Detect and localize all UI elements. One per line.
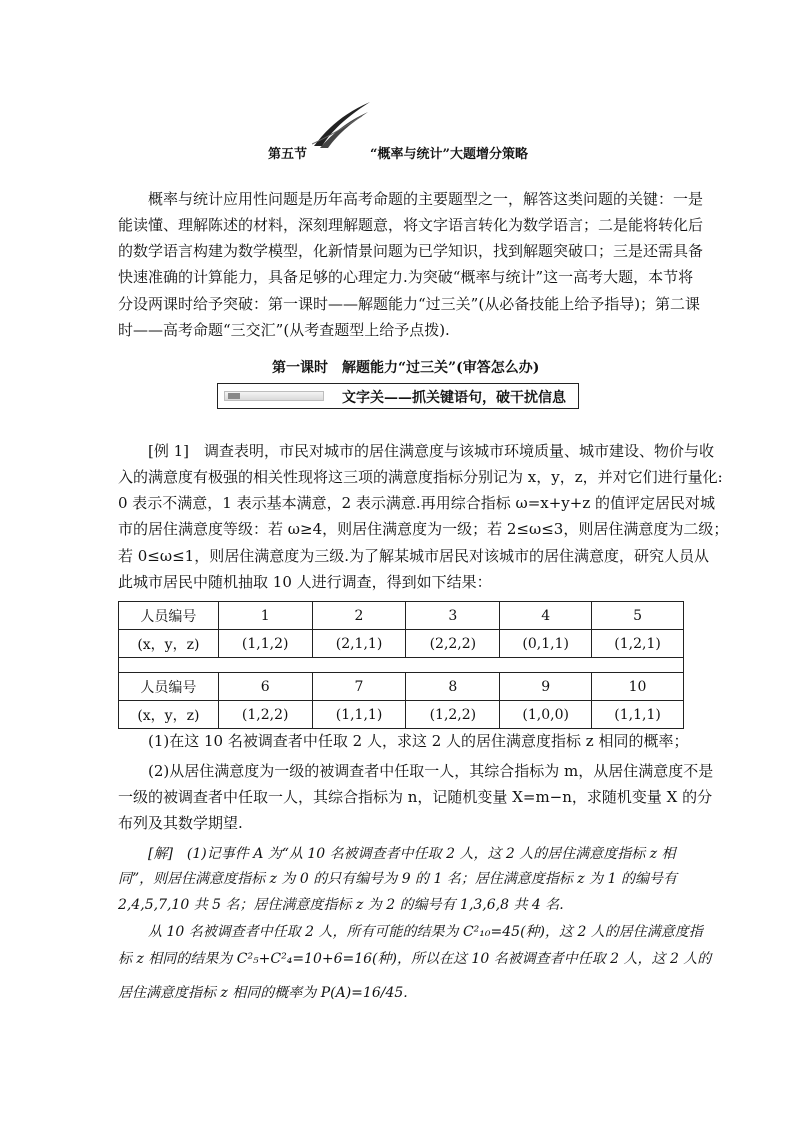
intro-line: 概率与统计应用性问题是历年高考命题的主要题型之一，解答这类问题的关键：一是 <box>148 190 704 208</box>
example-line: 入的满意度有极强的相关性现将这三项的满意度指标分别记为 x，y，z，并对它们进行量化: <box>118 468 723 486</box>
intro-line: 的数学语言构建为数学模型，化新情景问题为已学知识，找到解题突破口；三是还需具备 <box>118 242 704 260</box>
example-line: [例 1] 调查表明，市民对城市的居住满意度与该城市环境质量、城市建设、物价与收 <box>148 442 715 460</box>
survey-table <box>118 601 684 729</box>
intro-line: 快速准确的计算能力，具备足够的心理定力.为突破“概率与统计”这一高考大题，本节将 <box>118 268 694 286</box>
solution-line: 居住满意度指标 z 相同的概率为 P(A)=16/45. <box>118 985 408 1001</box>
table-cell: 1 <box>218 602 312 630</box>
separator-cell <box>119 658 684 673</box>
section-label: 第五节 <box>268 147 308 162</box>
table-cell: 2 <box>312 602 406 630</box>
table-cell: (0,1,1) <box>500 630 592 658</box>
solution-line: 从 10 名被调查者中任取 2 人，所有可能的结果为 C²₁₀=45(种)，这 2 人的居住满意度指 <box>148 924 703 940</box>
topic-box-label: 文字关——抓关键语句，破干扰信息 <box>342 390 566 406</box>
table-cell: (1,1,1) <box>592 701 684 729</box>
table-cell: (1,2,1) <box>592 630 684 658</box>
table-cell: 3 <box>406 602 500 630</box>
example-line: 0 表示不满意，1 表示基本满意，2 表示满意.再用综合指标 ω=x+y+z 的值评定居民对城 <box>118 494 716 512</box>
example-line: 若 0≤ω≤1，则居住满意度为三级.为了解某城市居民对该城市的居住满意度，研究人员从 <box>118 547 709 565</box>
table-cell: (2,2,2) <box>406 630 500 658</box>
table-cell: 8 <box>406 673 500 701</box>
table-row <box>119 673 684 701</box>
table-header-cell: 人员编号 <box>119 602 219 630</box>
question-line: 一级的被调查者中任取一人，其综合指标为 n，记随机变量 X=m−n，求随机变量 X 的分 <box>118 788 713 806</box>
table-cell: (1,1,2) <box>218 630 312 658</box>
table-separator-row <box>119 658 684 673</box>
table-row <box>119 701 684 729</box>
section-title: “概率与统计”大题增分策略 <box>370 147 528 162</box>
example-line: 此城市居民中随机抽取 10 人进行调查，得到如下结果： <box>118 573 492 591</box>
table-header-cell: 人员编号 <box>119 673 219 701</box>
question-line: (1)在这 10 名被调查者中任取 2 人，求这 2 人的居住满意度指标 z 相同的概率； <box>148 732 689 750</box>
topic-bar-icon <box>224 391 324 401</box>
table-cell: 4 <box>500 602 592 630</box>
decorative-swoosh-icon <box>312 100 372 150</box>
solution-line: 标 z 相同的结果为 C²₅+C²₄=10+6=16(种)，所以在这 10 名被调查者中任取 2 人，这 2 人的 <box>118 951 712 967</box>
lesson-title: 第一课时 解题能力“过三关”(审答怎么办) <box>272 360 540 376</box>
question-line: (2)从居住满意度为一级的被调查者中任取一人，其综合指标为 m，从居住满意度不是 <box>148 762 714 780</box>
table-row <box>119 602 684 630</box>
intro-line: 能读懂、理解陈述的材料，深刻理解题意，将文字语言转化为数学语言；二是能将转化后 <box>118 216 704 234</box>
table-cell: 10 <box>592 673 684 701</box>
table-row <box>119 630 684 658</box>
table-cell: (1,2,2) <box>406 701 500 729</box>
table-cell: (1,0,0) <box>500 701 592 729</box>
table-cell: 5 <box>592 602 684 630</box>
solution-line: 同”，则居住满意度指标 z 为 0 的只有编号为 9 的 1 名；居住满意度指标 z 为 1 的编号有 <box>118 871 677 887</box>
table-cell: (1,2,2) <box>218 701 312 729</box>
topic-box <box>217 383 579 409</box>
intro-line: 时——高考命题“三交汇”(从考查题型上给予点拨). <box>118 321 450 339</box>
table-cell: (1,1,1) <box>312 701 406 729</box>
solution-line: 2,4,5,7,10 共 5 名；居住满意度指标 z 为 2 的编号有 1,3,6,8 共 4 名. <box>118 897 564 913</box>
table-cell: 6 <box>218 673 312 701</box>
table-header-cell: (x，y，z) <box>119 701 219 729</box>
example-line: 市的居住满意度等级：若 ω≥4，则居住满意度为一级；若 2≤ω≤3，则居住满意度为二级； <box>118 520 729 538</box>
table-cell: 9 <box>500 673 592 701</box>
table-header-cell: (x，y，z) <box>119 630 219 658</box>
table-cell: 7 <box>312 673 406 701</box>
question-line: 布列及其数学期望. <box>118 814 243 832</box>
table-cell: (2,1,1) <box>312 630 406 658</box>
intro-line: 分设两课时给予突破：第一课时——解题能力“过三关”(从必备技能上给予指导)；第二课 <box>118 295 701 313</box>
solution-line: [解] (1)记事件 A 为“从 10 名被调查者中任取 2 人，这 2 人的居住满意度指标 z 相 <box>148 846 676 862</box>
